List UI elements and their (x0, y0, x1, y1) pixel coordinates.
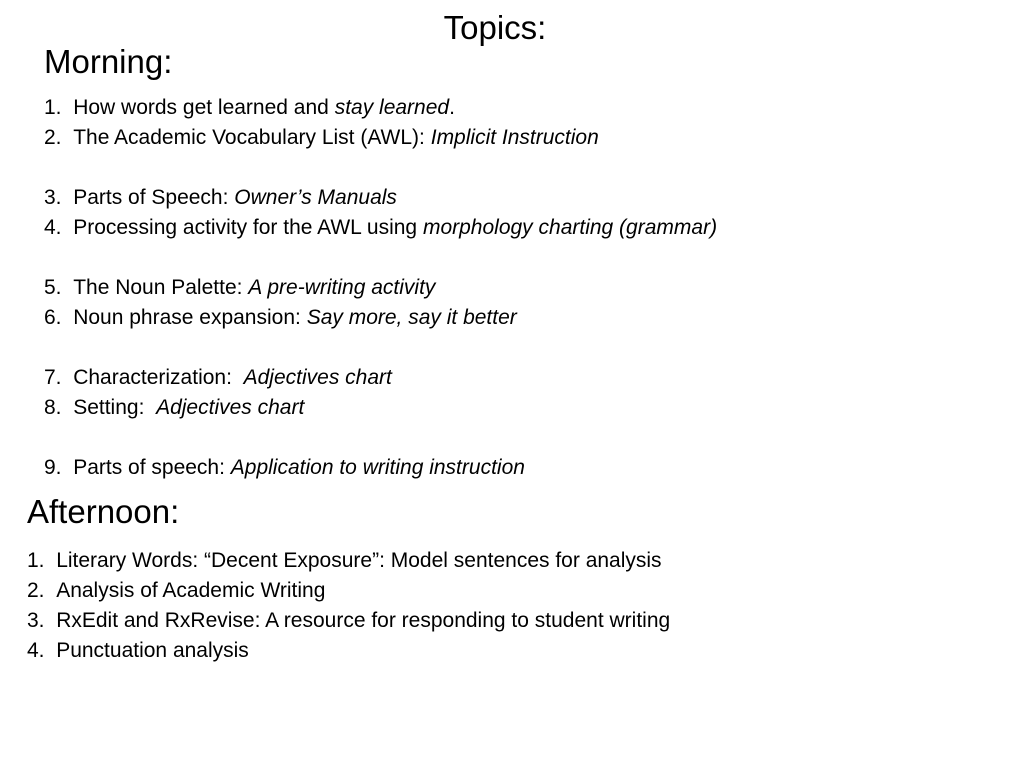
item-emphasis: Adjectives chart (243, 366, 392, 389)
item-emphasis: Say more, say it better (306, 306, 517, 329)
list-item (27, 636, 670, 666)
item-text: Setting: (73, 396, 157, 419)
list-item (44, 393, 717, 423)
item-text: RxEdit and RxRevise: A resource for responding to student writing (56, 609, 671, 632)
morning-topic-list (44, 93, 717, 483)
afternoon-topic-list (27, 546, 670, 666)
item-number: 7. (44, 366, 62, 389)
item-suffix: . (449, 96, 455, 119)
item-number: 1. (44, 96, 62, 119)
item-emphasis: Application to writing instruction (230, 456, 525, 479)
item-text: How words get learned and (73, 96, 335, 119)
morning-heading: Morning: (44, 43, 173, 80)
afternoon-heading: Afternoon: (27, 493, 180, 530)
item-emphasis: Implicit Instruction (430, 126, 599, 149)
item-text: Processing activity for the AWL using (73, 216, 423, 239)
item-number: 4. (27, 639, 45, 662)
item-emphasis: A pre-writing activity (248, 276, 436, 299)
item-emphasis: Owner’s Manuals (234, 186, 397, 209)
item-text: Literary Words: “Decent Exposure”: Model sentences for analysis (56, 549, 662, 572)
item-number: 9. (44, 456, 62, 479)
item-number: 2. (44, 126, 62, 149)
item-emphasis: morphology charting (grammar) (422, 216, 718, 239)
item-number: 1. (27, 549, 45, 572)
list-item (44, 273, 717, 303)
list-item (44, 213, 717, 243)
item-text: Characterization: (73, 366, 244, 389)
item-text: Punctuation analysis (56, 639, 249, 662)
list-item (44, 363, 717, 393)
list-item (44, 123, 717, 153)
item-text: The Noun Palette: (73, 276, 249, 299)
list-item (27, 606, 670, 636)
item-number: 3. (44, 186, 62, 209)
list-item (44, 93, 717, 123)
list-item (27, 546, 670, 576)
list-item (44, 453, 717, 483)
item-text: Analysis of Academic Writing (56, 579, 326, 602)
item-number: 8. (44, 396, 62, 419)
item-text: Noun phrase expansion: (73, 306, 307, 329)
list-item (44, 183, 717, 213)
slide-title: Topics: (443, 9, 547, 46)
item-number: 5. (44, 276, 62, 299)
item-number: 2. (27, 579, 45, 602)
item-emphasis: stay learned (334, 96, 450, 119)
list-item (27, 576, 670, 606)
item-emphasis: Adjectives chart (156, 396, 305, 419)
item-text: Parts of Speech: (73, 186, 235, 209)
item-number: 3. (27, 609, 45, 632)
item-text: The Academic Vocabulary List (AWL): (73, 126, 431, 149)
list-item (44, 303, 717, 333)
item-number: 6. (44, 306, 62, 329)
item-number: 4. (44, 216, 62, 239)
item-text: Parts of speech: (73, 456, 231, 479)
